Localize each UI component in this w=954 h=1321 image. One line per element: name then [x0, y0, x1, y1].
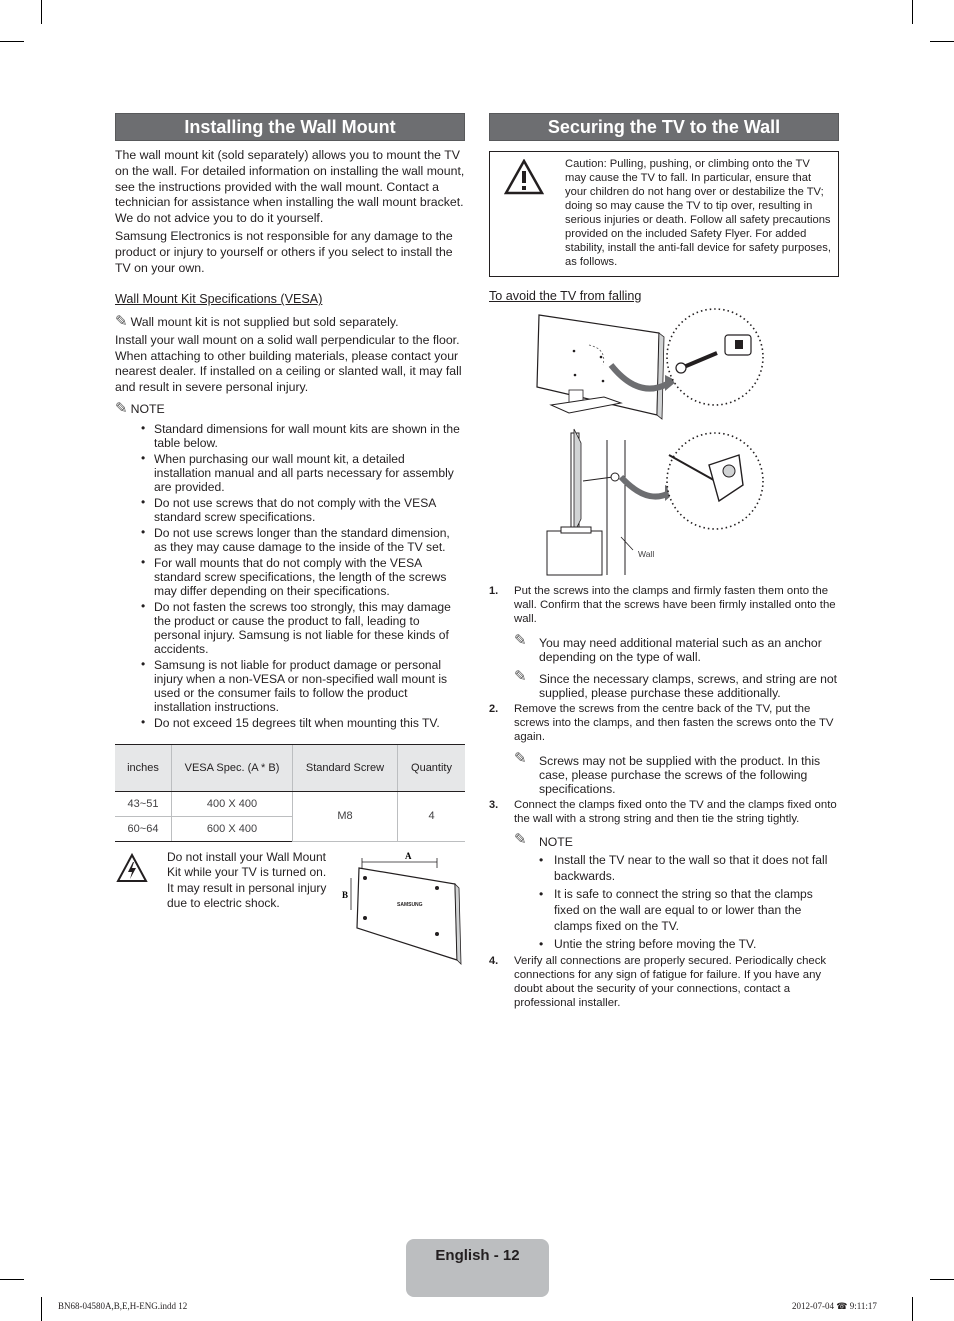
crop-mark: [0, 1279, 24, 1280]
dimension-a-label: A: [405, 850, 412, 861]
dimension-b-label: B: [342, 889, 349, 900]
spec-note: [115, 314, 465, 331]
list-item: • Do not use screws longer than the standard dimension, as they may cause damage to the inside of the TV set.: [115, 526, 465, 554]
step-note-text: You may need additional material such as an anchor depending on the type of wall.: [539, 636, 822, 664]
pencil-icon: ✎: [514, 668, 527, 685]
step-number: 2.: [489, 703, 499, 715]
note-heading: [115, 401, 465, 418]
slug-timestamp: 2012-07-04 ☎ 9:11:17: [792, 1301, 877, 1311]
intro-paragraph: The wall mount kit (sold separately) allows you to mount the TV on the wall. For detailed information on installing the wall mount, see the instructions provided with the wall mount. Contact a technician for assistance when installing the wall mount bracket. We do not advice you to do it yourself.: [115, 148, 465, 226]
list-item: • Samsung is not liable for product damage or personal injury when a non-VESA or non-specified wall mount is used or the consumer fails to follow the product installation instructions.: [115, 658, 465, 714]
disclaimer-paragraph: Samsung Electronics is not responsible for any damage to the product or injury to yourself or others if you select to install the TV on your own.: [115, 228, 453, 275]
step-3: [489, 798, 839, 826]
list-item: • Untie the string before moving the TV.: [489, 936, 839, 952]
section-title: Installing the Wall Mount: [115, 113, 465, 141]
spec-paragraph: Install your wall mount on a solid wall perpendicular to the floor. When attaching to other building materials, please contact your nearest dealer. If installed on a ceiling or slanted wall, it may fall and result in severe personal injury.: [115, 332, 462, 395]
step-number: 3.: [489, 799, 499, 811]
pencil-icon: ✎: [115, 313, 128, 331]
crop-mark: [0, 41, 24, 42]
step-number: 1.: [489, 585, 499, 597]
table-header-row: [115, 744, 465, 791]
wall-label: Wall: [638, 549, 655, 559]
page-number: English - 12: [435, 1247, 520, 1264]
step-text: Put the screws into the clamps and firmly fasten them onto the wall. Confirm that the screws have been firmly installed onto the wall.: [514, 585, 836, 625]
column-header: Standard Screw: [293, 744, 398, 791]
list-item: • It is safe to connect the string so that the clamps fixed on the wall are equal to or lower than the clamps fixed on the TV.: [489, 886, 839, 934]
table-cell: 400 X 400: [172, 791, 293, 816]
step-note: [489, 668, 839, 700]
step-text: Verify all connections are properly secured. Periodically check connections for any sign of fatigue for failure. If you have any doubt about the security of your connections, contact a professional installer.: [514, 955, 827, 1009]
tv-brand-label: SAMSUNG: [397, 901, 423, 908]
left-column: [115, 113, 465, 968]
step-note: [489, 632, 839, 664]
step-text: Connect the clamps fixed onto the TV and the clamps fixed onto the wall with a strong string and then tie the string tightly.: [514, 799, 837, 825]
table-cell: 60~64: [115, 816, 172, 841]
caution-text-block: [565, 157, 833, 269]
warning-text: Do not install your Wall Mount Kit while your TV is turned on. It may result in personal injury due to electric shock.: [167, 849, 327, 911]
table-cell-screw: M8: [293, 791, 398, 841]
step-1: [489, 584, 839, 626]
list-item: • Do not use screws that do not comply with the VESA standard screw specifications.: [115, 496, 465, 524]
crop-mark: [912, 1297, 913, 1321]
crop-mark: [930, 41, 954, 42]
column-header: inches: [115, 744, 172, 791]
table-cell: 43~51: [115, 791, 172, 816]
avoid-heading: To avoid the TV from falling: [489, 289, 642, 303]
step-note: [489, 750, 839, 796]
column-header: Quantity: [398, 744, 466, 791]
slug-filename: BN68-04580A,B,E,H-ENG.indd 12: [58, 1301, 188, 1311]
step-2: [489, 702, 839, 744]
caution-label: Caution: [565, 158, 604, 170]
list-item: • When purchasing our wall mount kit, a detailed installation manual and all parts necessary for assembly are provided.: [115, 452, 465, 494]
list-item: • Do not fasten the screws too strongly, this may damage the product or cause the product to fall, leading to personal injury. Samsung is not liable for these kinds of accidents.: [115, 600, 465, 656]
warning-triangle-icon: [504, 159, 544, 195]
vesa-table: [115, 744, 465, 842]
warning-block: [115, 848, 465, 968]
pencil-icon: ✎: [115, 400, 128, 418]
note-list: [115, 422, 465, 730]
vesa-dimensions-diagram: [337, 848, 467, 968]
table-row: [115, 791, 465, 816]
column-header: VESA Spec. (A * B): [172, 744, 293, 791]
anti-fall-illustration: [489, 305, 839, 580]
list-item: • Install the TV near to the wall so that it does not fall backwards.: [489, 852, 839, 884]
pencil-icon: ✎: [514, 750, 527, 767]
crop-mark: [930, 1279, 954, 1280]
caution-text: : Pulling, pushing, or climbing onto the TV may cause the TV to fall. In particular, ensure that your children do not hang over or destabilize the TV; doing so may cause the TV to tip over, resulting in serious injuries or death. Follow all safety precautions provided on the included Safety Flyer. For added stability, install the anti-fall device for safety purposes, as follows.: [565, 158, 831, 268]
spec-heading: Wall Mount Kit Specifications (VESA): [115, 292, 323, 307]
step-4: [489, 954, 839, 1010]
crop-mark: [912, 0, 913, 24]
electric-shock-warning-icon: [116, 852, 148, 884]
pencil-icon: ✎: [514, 831, 527, 848]
caution-box: [489, 151, 839, 277]
list-item: • For wall mounts that do not comply with the VESA standard screw specifications, the length of the screws may differ depending on their specifications.: [115, 556, 465, 598]
spec-note-text: Wall mount kit is not supplied but sold separately.: [130, 315, 399, 330]
step-note-text: Screws may not be supplied with the product. In this case, please purchase the screws of the following specifications.: [539, 754, 821, 796]
step-text: Remove the screws from the centre back of the TV, put the screws into the clamps, and then fasten the screws onto the TV again.: [514, 703, 834, 743]
note-label: NOTE: [130, 402, 165, 417]
step-note-text: Since the necessary clamps, screws, and string are not supplied, please purchase these additionally.: [539, 672, 838, 700]
note-label: NOTE: [539, 835, 573, 849]
section-title: Securing the TV to the Wall: [489, 113, 839, 141]
list-item: • Standard dimensions for wall mount kits are shown in the table below.: [115, 422, 465, 450]
pencil-icon: ✎: [514, 632, 527, 649]
page-number-tab: [406, 1239, 549, 1297]
tv-clamp-illustration: [529, 305, 829, 580]
note-list: [489, 852, 839, 952]
list-item: • Do not exceed 15 degrees tilt when mounting this TV.: [115, 716, 465, 730]
note-heading: [489, 831, 839, 849]
crop-mark: [41, 1297, 42, 1321]
steps-list: [489, 584, 839, 1010]
step-number: 4.: [489, 955, 499, 967]
right-column: [489, 113, 839, 1010]
crop-mark: [41, 0, 42, 24]
table-cell: 600 X 400: [172, 816, 293, 841]
table-cell-quantity: 4: [398, 791, 466, 841]
